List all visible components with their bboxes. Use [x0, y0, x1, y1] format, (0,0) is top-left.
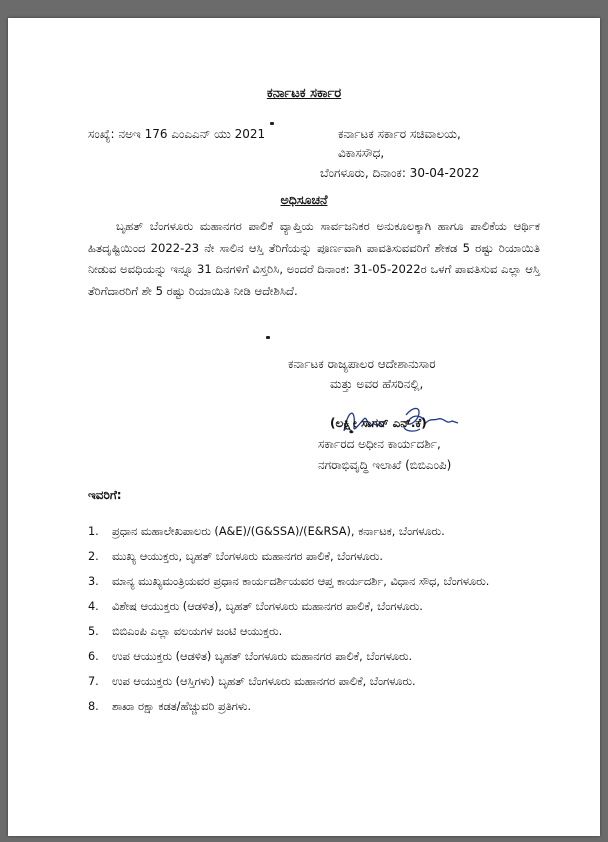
list-item: 4. ವಿಶೇಷ ಆಯುಕ್ತರು (ಆಡಳಿತ), ಬೃಹತ್ ಬೆಂಗಳೂರು ಮಹಾನಗರ ಪಾಲಿಕೆ, ಬೆಂಗಳೂರು. [88, 600, 423, 613]
list-item: 2. ಮುಖ್ಯ ಆಯುಕ್ತರು, ಬೃಹತ್ ಬೆಂಗಳೂರು ಮಹಾನಗರ ಪಾಲಿಕೆ, ಬೆಂಗಳೂರು. [88, 550, 383, 563]
list-item: 7. ಉಪ ಆಯುಕ್ತರು (ಆಸ್ತಿಗಳು) ಬೃಹತ್ ಬೆಂಗಳೂರು ಮಹಾನಗರ ಪಾಲಿಕೆ, ಬೆಂಗಳೂರು. [88, 675, 416, 688]
signatory-designation: ಸರ್ಕಾರದ ಅಧೀನ ಕಾರ್ಯದರ್ಶಿ, [318, 437, 441, 451]
notification-body-text: ಬೃಹತ್ ಬೆಂಗಳೂರು ಮಹಾನಗರ ಪಾಲಿಕೆ ವ್ಯಾಪ್ತಿಯ ಸಾರ್ವಜನಿಕರ ಅನುಕೂಲಕ್ಕಾಗಿ ಹಾಗೂ ಪಾಲಿಕೆಯ ಆರ್ಥಿಕ ಹಿತದೃಷ್ಟಿಯಿಂದ 2022-23 ನೇ ಸಾಲಿನ ಆಸ್ತಿ ತೆರಿಗೆಯನ್ನು ಪೂರ್ಣವಾಗಿ ಪಾವತಿಸುವವರಿಗೆ ಶೇಕಡ 5 ರಷ್ಟು ರಿಯಾಯಿತಿ ನೀಡುವ ಅವಧಿಯನ್ನು ಇನ್ನೂ 31 ದಿನಗಳಿಗೆ ವಿಸ್ತರಿಸಿ, ಅಂದರೆ ದಿನಾಂಕ: 31-05-2022ರ ಒಳಗೆ ಪಾವತಿಸುವ ಎಲ್ಲಾ ಆಸ್ತಿ ತೆರಿಗೆದಾರರಿಗೆ ಶೇ 5 ರಷ್ಟು ರಿಯಾಯಿತಿ ನೀಡಿ ಆದೇಶಿಸಿದೆ. [88, 219, 540, 298]
recipient-text: ಮುಖ್ಯ ಆಯುಕ್ತರು, ಬೃಹತ್ ಬೆಂಗಳೂರು ಮಹಾನಗರ ಪಾಲಿಕೆ, ಬೆಂಗಳೂರು. [112, 550, 383, 563]
notification-body [88, 216, 540, 302]
stray-mark [266, 336, 270, 339]
recipient-text: ಶಾಖಾ ರಕ್ಷಾ ಕಡತ/ಹೆಚ್ಚುವರಿ ಪ್ರತಿಗಳು. [112, 700, 252, 713]
signatory-name: (ಲಕ್ಷ್ಮೀ ಸಾಗರ್ ಎನ್.ಕೆ) [330, 416, 427, 430]
order-line-1: ಕರ್ನಾಟಕ ರಾಜ್ಯಪಾಲರ ಆದೇಶಾನುಸಾರ [288, 357, 436, 371]
document-page [8, 18, 600, 836]
recipient-text: ವಿಶೇಷ ಆಯುಕ್ತರು (ಆಡಳಿತ), ಬೃಹತ್ ಬೆಂಗಳೂರು ಮಹಾನಗರ ಪಾಲಿಕೆ, ಬೆಂಗಳೂರು. [112, 600, 423, 613]
notification-heading: ಅಧಿಸೂಚನೆ [280, 192, 328, 207]
list-item: 3. ಮಾನ್ಯ ಮುಖ್ಯಮಂತ್ರಿಯವರ ಪ್ರಧಾನ ಕಾರ್ಯದರ್ಶಿಯವರ ಆಪ್ತ ಕಾರ್ಯದರ್ಶಿ, ವಿಧಾನ ಸೌಧ, ಬೆಂಗಳೂರು. [88, 575, 490, 588]
recipient-text: ಬಿಬಿಎಂಪಿ ಎಲ್ಲಾ ವಲಯಗಳ ಜಂಟಿ ಆಯುಕ್ತರು. [112, 625, 283, 638]
order-line-2: ಮತ್ತು ಅವರ ಹೆಸರಿನಲ್ಲಿ, [330, 377, 424, 391]
document-title: ಕರ್ನಾಟಕ ಸರ್ಕಾರ [266, 86, 342, 101]
stray-mark [270, 122, 274, 125]
office-line-2: ವಿಕಾಸಸೌಧ, [338, 146, 385, 160]
place-date: ಬೆಂಗಳೂರು, ದಿನಾಂಕ: 30-04-2022 [320, 166, 480, 180]
recipient-text: ಪ್ರಧಾನ ಮಹಾಲೇಖಪಾಲರು (A&E)/(G&SSA)/(E&RSA), ಕರ್ನಾಟಕ, ಬೆಂಗಳೂರು. [112, 525, 445, 538]
recipient-text: ಮಾನ್ಯ ಮುಖ್ಯಮಂತ್ರಿಯವರ ಪ್ರಧಾನ ಕಾರ್ಯದರ್ಶಿಯವರ ಆಪ್ತ ಕಾರ್ಯದರ್ಶಿ, ವಿಧಾನ ಸೌಧ, ಬೆಂಗಳೂರು. [112, 575, 490, 588]
recipients-list [88, 523, 544, 723]
list-item: 5. ಬಿಬಿಎಂಪಿ ಎಲ್ಲಾ ವಲಯಗಳ ಜಂಟಿ ಆಯುಕ್ತರು. [88, 625, 283, 638]
recipient-text: ಉಪ ಆಯುಕ್ತರು (ಆಸ್ತಿಗಳು) ಬೃಹತ್ ಬೆಂಗಳೂರು ಮಹಾನಗರ ಪಾಲಿಕೆ, ಬೆಂಗಳೂರು. [112, 675, 416, 688]
recipient-text: ಉಪ ಆಯುಕ್ತರು (ಆಡಳಿತ) ಬೃಹತ್ ಬೆಂಗಳೂರು ಮಹಾನಗರ ಪಾಲಿಕೆ, ಬೆಂಗಳೂರು. [112, 650, 413, 663]
recipients-heading: ಇವರಿಗೆ: [88, 488, 122, 502]
office-line-1: ಕರ್ನಾಟಕ ಸರ್ಕಾರ ಸಚಿವಾಲಯ, [338, 127, 461, 141]
reference-number: ಸಂಖ್ಯೆ: ನಅಇ 176 ಎಂಎಎನ್ ಯು 2021 [88, 127, 266, 141]
list-item: 6. ಉಪ ಆಯುಕ್ತರು (ಆಡಳಿತ) ಬೃಹತ್ ಬೆಂಗಳೂರು ಮಹಾನಗರ ಪಾಲಿಕೆ, ಬೆಂಗಳೂರು. [88, 650, 413, 663]
signatory-department: ನಗರಾಭಿವೃದ್ಧಿ ಇಲಾಖೆ (ಬಿಬಿಎಂಪಿ) [318, 458, 452, 472]
list-item: 8. ಶಾಖಾ ರಕ್ಷಾ ಕಡತ/ಹೆಚ್ಚುವರಿ ಪ್ರತಿಗಳು. [88, 700, 252, 713]
list-item: 1. ಪ್ರಧಾನ ಮಹಾಲೇಖಪಾಲರು (A&E)/(G&SSA)/(E&RSA), ಕರ್ನಾಟಕ, ಬೆಂಗಳೂರು. [88, 525, 445, 538]
